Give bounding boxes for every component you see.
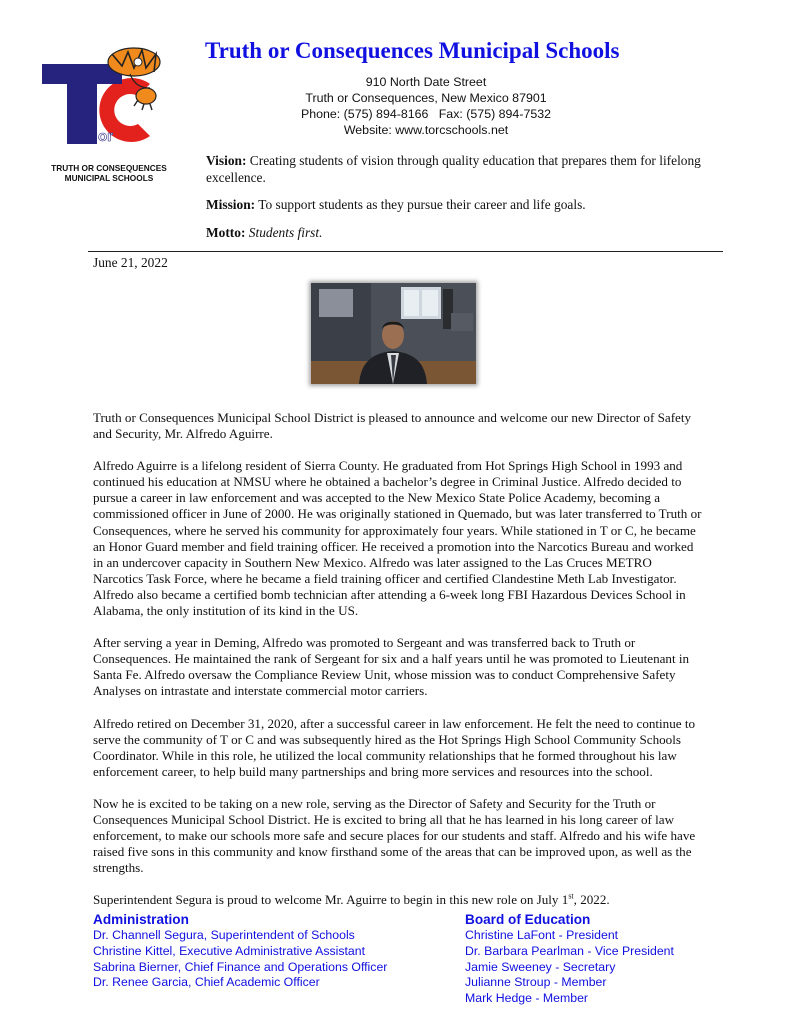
- body-paragraph: Now he is excited to be taking on a new role, serving as the Director of Safety and Security for the Truth or Consequences Municipal School District. He is excited to bring all that he has learned in his long career of law enforcement, to make our schools more safe and secure places for our students and staff. Alfredo and his wife have raised five sons in this community and know firsthand some of the areas that can be improved upon, as well as the strengths.: [93, 795, 696, 876]
- board-member: Julianne Stroup - Member: [465, 975, 607, 990]
- address-street: 910 North Date Street: [365, 75, 487, 89]
- administration-heading: Administration: [93, 912, 189, 927]
- logo-caption-line1: TRUTH OR CONSEQUENCES: [51, 163, 167, 173]
- board-member: Christine LaFont - President: [465, 928, 619, 942]
- body-paragraph: After serving a year in Deming, Alfredo was promoted to Sergeant and was transferred back to Truth or Consequences. He maintained the rank of Sergeant for six and a half years until he was promoted to Lieutenant in Santa Fe. Alfredo oversaw the Compliance Review Unit, whose mission was to conduct Comprehensive Safety Analyses on intrastate and interstate commercial motor carriers.: [93, 635, 690, 699]
- motto-statement: [206, 224, 726, 241]
- address-block: [281, 74, 571, 138]
- board-member: Mark Hedge - Member: [465, 991, 589, 1006]
- logo-t-letter: T: [42, 44, 43, 45]
- org-name: Truth or Consequences Municipal Schools: [205, 38, 620, 63]
- administration-member: Dr. Renee Garcia, Chief Academic Officer: [93, 975, 320, 990]
- address-city: Truth or Consequences, New Mexico 87901: [305, 91, 547, 105]
- logo-t-stem: [67, 64, 97, 144]
- administration-member: Christine Kittel, Executive Administrative Assistant: [93, 943, 366, 958]
- board-heading: Board of Education: [465, 912, 591, 927]
- vision-statement: [206, 152, 726, 186]
- logo-caption-line2: MUNICIPAL SCHOOLS: [64, 173, 154, 183]
- closing-ordinal: st: [568, 891, 574, 901]
- administration-member: Dr. Channell Segura, Superintendent of Schools: [93, 928, 355, 942]
- closing-text: Superintendent Segura is proud to welcome Mr. Aguirre to begin in this new role on July 1: [93, 892, 569, 908]
- address-website: Website: www.torcschools.net: [343, 123, 509, 137]
- administration-list: [93, 911, 387, 991]
- logo-or-text: or: [98, 128, 113, 144]
- body-paragraph: Truth or Consequences Municipal School District is pleased to announce and welcome our new Director of Safety and Security, Mr. Alfredo Aguirre.: [93, 410, 692, 442]
- closing-year: , 2022.: [573, 892, 610, 908]
- motto-label: Motto:: [206, 225, 246, 240]
- mission-label: Mission:: [206, 197, 256, 212]
- logo-caption: [36, 163, 182, 183]
- body-paragraph: Alfredo retired on December 31, 2020, after a successful career in law enforcement. He felt the need to continue to serve the community of T or C and was subsequently hired as the Hot Springs High School Community Schools Coordinator. While in this role, he utilized the local community relationships that he formed throughout his law enforcement career, to help build many partnerships and bring more services and resources into the school.: [93, 715, 696, 779]
- closing-paragraph: [93, 892, 705, 908]
- board-member: Dr. Barbara Pearlman - Vice President: [465, 943, 674, 958]
- vision-label: Vision:: [206, 153, 247, 168]
- address-phone-fax: Phone: (575) 894-8166 Fax: (575) 894-7532: [300, 107, 552, 121]
- mission-statement: [206, 196, 726, 213]
- board-of-education-list: [465, 911, 674, 1007]
- header-divider: [88, 251, 723, 252]
- torc-logo: [42, 44, 174, 144]
- letter-body: [93, 410, 705, 908]
- vision-text: Creating students of vision through quality education that prepares them for lifelong excellence.: [206, 153, 701, 185]
- board-member: Jamie Sweeney - Secretary: [465, 959, 616, 974]
- administration-member: Sabrina Bierner, Chief Finance and Operations Officer: [93, 959, 388, 974]
- mission-text: To support students as they pursue their career and life goals.: [258, 197, 586, 212]
- motto-text: Students first.: [248, 225, 323, 240]
- staff-portrait-photo: [311, 283, 476, 384]
- body-paragraph: Alfredo Aguirre is a lifelong resident of Sierra County. He graduated from Hot Springs High School in 1993 and continued his education at NMSU where he obtained a bachelor’s degree in Criminal Justice. Alfredo decided to pursue a career in law enforcement and was accepted to the New Mexico State Police Academy, becoming a commissioned officer in June of 2000. He was originally stationed in Quemado, but was later transferred to Truth or Consequences, where he served his community for approximately four years. While stationed in T or C, he became an Honor Guard member and field training officer. He received a promotion into the Narcotics Bureau and worked in an undercover capacity in Southern New Mexico. Alfredo was later assigned to the Las Cruces METRO Narcotics Task Force, where he became a field training officer and certified Clandestine Meth Lab Investigator. Alfredo also became a certified bomb technician after attending a 6-week long FBI Hazardous Devices School in Alabama, the only institution of its kind in the US.: [93, 458, 702, 619]
- letter-date: June 21, 2022: [93, 255, 168, 270]
